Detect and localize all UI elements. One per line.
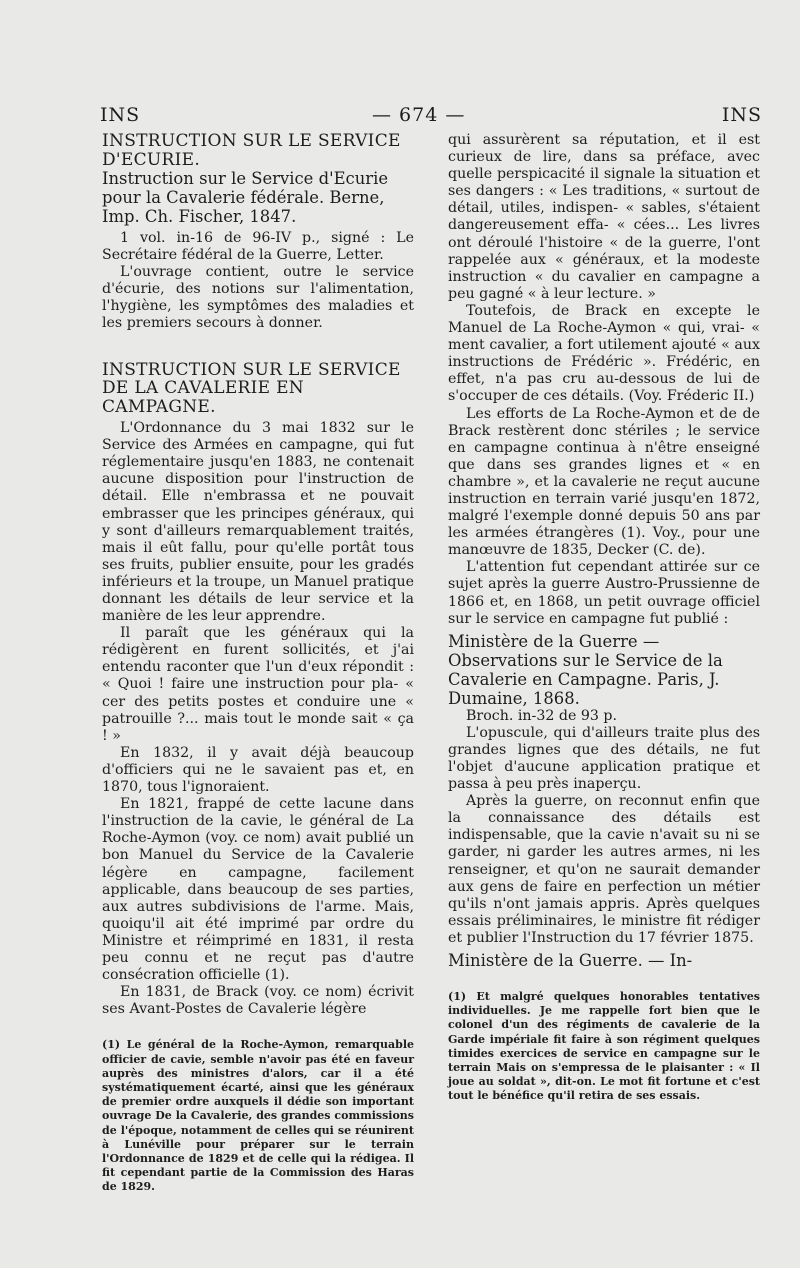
- paragraph: L'ouvrage contient, outre le service d'écurie, des notions sur l'alimentation, l'hygiène, les symptômes des maladies et les premiers secours à donner.: [102, 264, 414, 332]
- section-heading: INSTRUCTION SUR LE SERVICE DE LA CAVALERIE EN CAMPAGNE.: [102, 359, 401, 417]
- paragraph: Les efforts de La Roche-Aymon et de de Brack restèrent donc stériles ; le service en campagne continua à n'être enseigné que dans ses grandes lignes et « en chambre », et la cavalerie ne reçut aucune instruction en terrain varié jusqu'en 1872, malgré l'exemple donné depuis 50 ans par les armées étrangères (1). Voy., pour une manœuvre de 1835, Decker (C. de).: [448, 405, 760, 559]
- paragraph: Après la guerre, on reconnut enfin que la connaissance des détails est indispensable, que la cavie n'avait su ni se garder, ni garder les autres armes, ni les renseigner, et qu'on ne saurait demander aux gens de faire en perfection un métier qu'ils n'ont jamais appris. Après quelques essais préliminaires, le ministre fit rédiger et publier l'Instruction du 17 février 1875.: [448, 793, 760, 946]
- paragraph: Broch. in-32 de 93 p.: [466, 707, 618, 724]
- section-heading: INSTRUCTION SUR LE SERVICE D'ECURIE.: [102, 131, 401, 170]
- paragraph: Il paraît que les généraux qui la rédigèrent en furent sollicités, et j'ai entendu raconter que l'un d'eux répondit : « Quoi ! faire une instruction pour pla- « cer des petits postes et conduire une « patrouille ?... mais tout le monde sait « ça ! »: [102, 625, 414, 744]
- left-column: [102, 132, 414, 1195]
- paragraph: Toutefois, de Brack en excepte le Manuel de La Roche-Aymon « qui, vrai- « ment cavalier, a fort utilement ajouté « aux instructions de Frédéric ». Frédéric, en effet, n'a pas cru au-dessous de lui de s'occuper de ces détails. (Voy. Fréderic II.): [448, 302, 760, 405]
- bibliographic-entry: Ministère de la Guerre — Observations sur le Service de la Cavalerie en Campagne. Paris, J. Dumaine, 1868.: [448, 631, 723, 708]
- paragraph: L'attention fut cependant attirée sur ce sujet après la guerre Austro-Prussienne de 1866 et, en 1868, un petit ouvrage officiel sur le service en campagne fut publié :: [448, 559, 760, 627]
- paragraph: En 1832, il y avait déjà beaucoup d'officiers qui ne le savaient pas et, en 1870, tous l'ignoraient.: [102, 744, 414, 796]
- page-number: — 674 —: [372, 104, 466, 126]
- paragraph: 1 vol. in-16 de 96-IV p., signé : Le Secrétaire fédéral de la Guerre, Letter.: [102, 230, 414, 264]
- paragraph: En 1831, de Brack (voy. ce nom) écrivit ses Avant-Postes de Cavalerie légère: [102, 984, 414, 1018]
- paragraph: L'Ordonnance du 3 mai 1832 sur le Service des Armées en campagne, qui fut réglementaire jusqu'en 1883, ne contenait aucune disposition pour l'instruction de détail. Elle n'embrassa et ne pouvait embrasser que les principes généraux, qui y sont d'ailleurs remarquablement traités, mais il eût fallu, pour qu'elle portât tous ses fruits, publier ensuite, pour les gradés inférieurs et la troupe, un Manuel pratique donnant les détails de leur service et la manière de les leur apprendre.: [102, 420, 414, 625]
- right-column: [448, 132, 760, 1104]
- paragraph: L'opuscule, qui d'ailleurs traite plus des grandes lignes que des détails, ne fut l'objet d'aucune application pratique et passa à peu près inaperçu.: [448, 724, 760, 793]
- bibliographic-entry: Ministère de la Guerre. — In-: [448, 951, 693, 971]
- running-head-right: INS: [721, 104, 762, 126]
- paragraph: qui assurèrent sa réputation, et il est curieux de lire, dans sa préface, avec quelle perspicacité il signale la situation et ses dangers : « Les traditions, « surtout de détail, utiles, indispen- « sables, s'étaient dangereusement effa- « cées... Les livres ont déroulé l'histoire « de la guerre, l'ont rappelée aux « généraux, et la modeste instruction « du cavalier en campagne a peu gagné « à leur lecture. »: [448, 132, 760, 302]
- footnote: (1) Le général de la Roche-Aymon, remarquable officier de cavie, semble n'avoir pas été en faveur auprès des ministres d'alors, car il a été systématiquement écarté, ainsi que les généraux de premier ordre auxquels il dédie son important ouvrage De la Cavalerie, des grandes commissions de l'époque, notamment de celles qui se réunirent à Lunéville pour préparer sur le terrain l'Ordonnance de 1829 et de celle qui la rédigea. Il fit cependant partie de la Commission des Haras de 1829.: [102, 1038, 414, 1194]
- running-head-left: INS: [100, 104, 141, 126]
- paragraph: En 1821, frappé de cette lacune dans l'instruction de la cavie, le général de La Roche-Aymon (voy. ce nom) avait publié un bon Manuel du Service de la Cavalerie légère en campagne, facilement applicable, dans beaucoup de ses parties, aux autres subdivisions de l'arme. Mais, quoiqu'il ait été imprimé par ordre du Ministre et réimprimé en 1831, il resta peu connu et ne reçut pas d'autre consécration officielle (1).: [102, 796, 414, 984]
- footnote: (1) Et malgré quelques honorables tentatives individuelles. Je me rappelle fort bien que le colonel d'un des régiments de cavalerie de la Garde impériale fit faire à son régiment quelques timides exercices de service en campagne sur le terrain Mais on s'empressa de le plaisanter : « Il joue au soldat », dit-on. Le mot fit fortune et c'est tout le bénéfice qu'il retira de ses essais.: [448, 990, 760, 1103]
- bibliographic-entry: Instruction sur le Service d'Ecurie pour la Cavalerie fédérale. Berne, Imp. Ch. Fischer, 1847.: [102, 169, 389, 226]
